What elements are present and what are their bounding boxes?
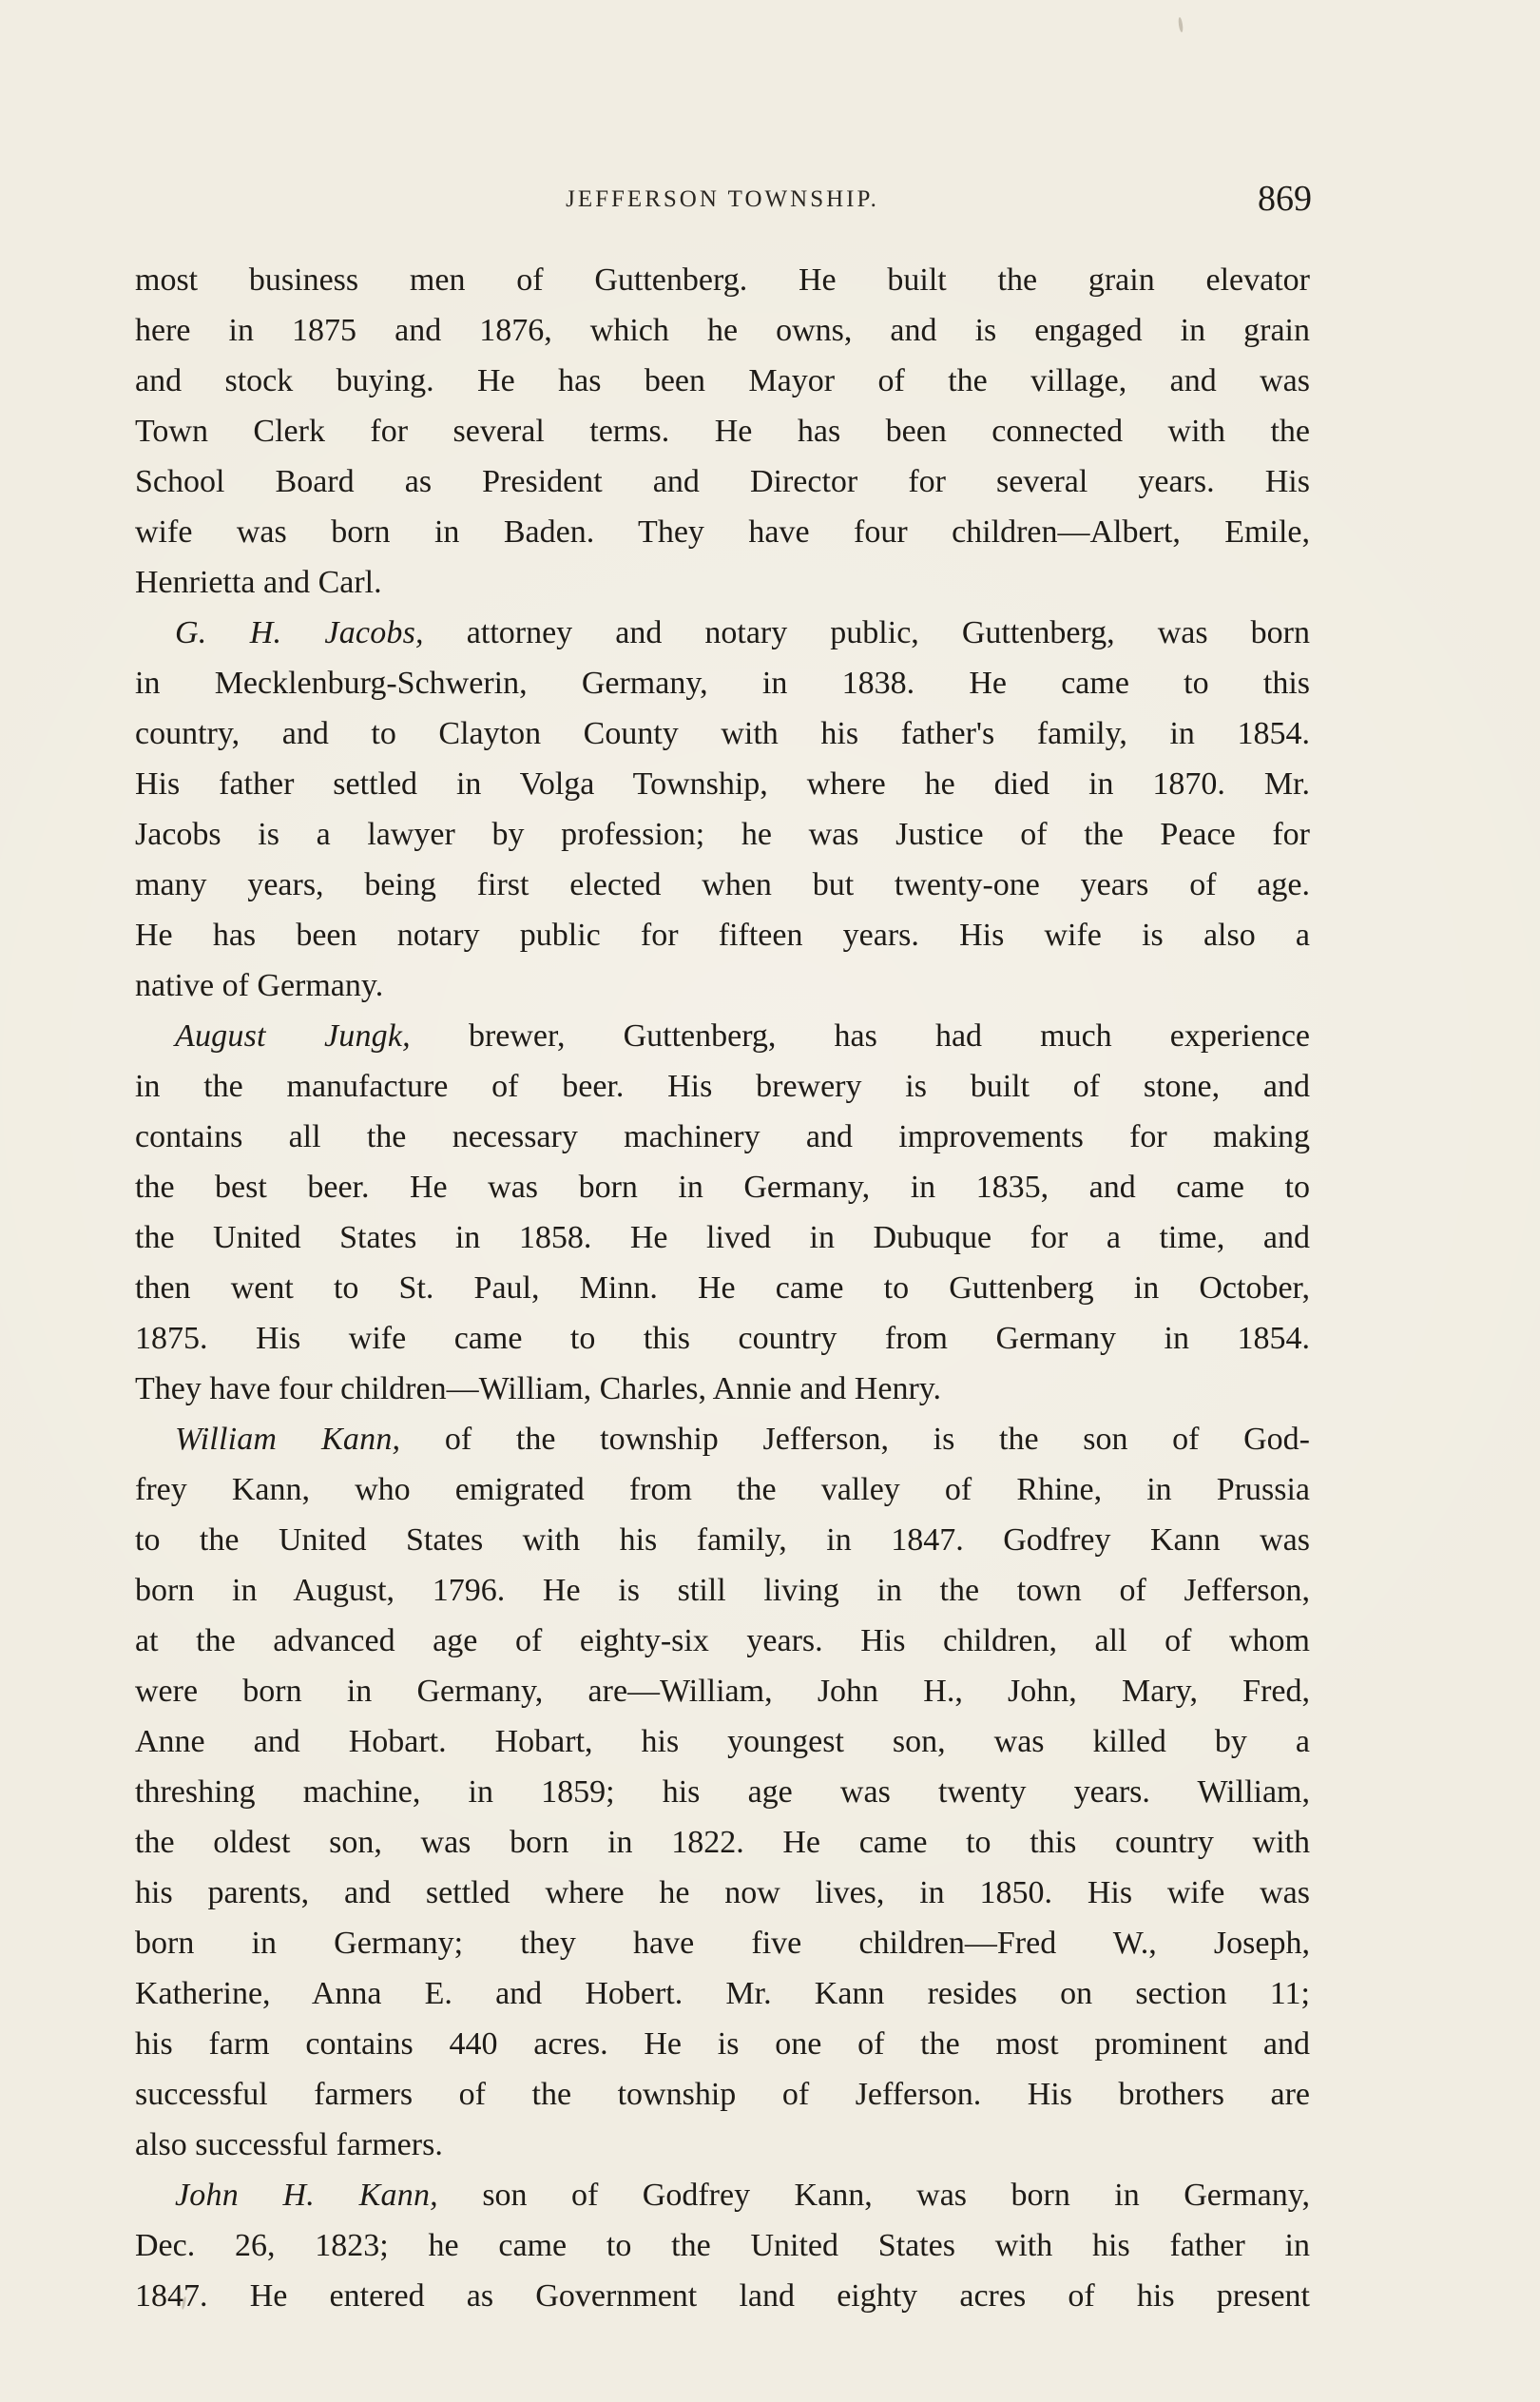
- text-line: wife was born in Baden. They have four children—Albert, Emile,: [135, 514, 1310, 550]
- text-line: also successful farmers.: [135, 2127, 443, 2162]
- paragraph-john-h-kann: [135, 2170, 1310, 2321]
- paper-speck: [1178, 17, 1184, 32]
- text-line: country, and to Clayton County with his father's family, in 1854.: [135, 716, 1310, 751]
- text-line: His father settled in Volga Township, where he died in 1870. Mr.: [135, 766, 1310, 802]
- text-line: and stock buying. He has been Mayor of the village, and was: [135, 363, 1310, 398]
- text-line: born in August, 1796. He is still living in the town of Jefferson,: [135, 1573, 1310, 1608]
- biography-name: August Jungk,: [175, 1018, 411, 1054]
- text-line: at the advanced age of eighty-six years. His children, all of whom: [135, 1623, 1310, 1658]
- text-line: the oldest son, was born in 1822. He came to this country with: [135, 1825, 1310, 1860]
- text-line: frey Kann, who emigrated from the valley of Rhine, in Prussia: [135, 1472, 1310, 1507]
- text-fragment: attorney and notary public, Guttenberg, was born: [423, 615, 1310, 650]
- paragraph-august-jungk: [135, 1011, 1310, 1414]
- text-line: 1847. He entered as Government land eighty acres of his present: [135, 2278, 1310, 2314]
- text-line: his parents, and settled where he now lives, in 1850. His wife was: [135, 1875, 1310, 1910]
- text-line: the best beer. He was born in Germany, in 1835, and came to: [135, 1170, 1310, 1205]
- text-line: many years, being first elected when but twenty-one years of age.: [135, 867, 1310, 902]
- text-line: Anne and Hobart. Hobart, his youngest son, was killed by a: [135, 1724, 1310, 1759]
- biography-name: G. H. Jacobs,: [175, 615, 424, 650]
- text-line: School Board as President and Director for several years. His: [135, 464, 1310, 499]
- text-line: contains all the necessary machinery and improvements for making: [135, 1119, 1310, 1154]
- text-line: then went to St. Paul, Minn. He came to Guttenberg in October,: [135, 1270, 1310, 1306]
- paragraph-guttenberg-businessman: [135, 255, 1310, 608]
- text-line: [135, 1414, 1310, 1464]
- text-line: native of Germany.: [135, 968, 384, 1003]
- text-fragment: brewer, Guttenberg, has had much experience: [410, 1018, 1311, 1054]
- running-head: JEFFERSON TOWNSHIP.: [566, 186, 879, 212]
- text-line: the United States in 1858. He lived in Dubuque for a time, and: [135, 1220, 1310, 1255]
- biography-name: William Kann,: [175, 1422, 401, 1457]
- text-line: Katherine, Anna E. and Hobert. Mr. Kann resides on section 11;: [135, 1976, 1310, 2011]
- body-text: [135, 255, 1310, 2321]
- text-line: in the manufacture of beer. His brewery is built of stone, and: [135, 1069, 1310, 1104]
- text-line: He has been notary public for fifteen years. His wife is also a: [135, 918, 1310, 953]
- text-line: They have four children—William, Charles, Annie and Henry.: [135, 1371, 942, 1406]
- text-line: threshing machine, in 1859; his age was twenty years. William,: [135, 1774, 1310, 1810]
- biography-name: John H. Kann,: [175, 2178, 438, 2213]
- text-line: [135, 1011, 1310, 1061]
- text-line: 1875. His wife came to this country from Germany in 1854.: [135, 1321, 1310, 1356]
- text-line: Dec. 26, 1823; he came to the United States with his father in: [135, 2228, 1310, 2263]
- text-line: Henrietta and Carl.: [135, 565, 382, 600]
- text-fragment: son of Godfrey Kann, was born in Germany,: [437, 2178, 1310, 2213]
- text-line: Town Clerk for several terms. He has been connected with the: [135, 414, 1310, 449]
- text-line: his farm contains 440 acres. He is one of the most prominent and: [135, 2026, 1310, 2062]
- text-line: were born in Germany, are—William, John H., John, Mary, Fred,: [135, 1674, 1310, 1709]
- text-line: successful farmers of the township of Jefferson. His brothers are: [135, 2077, 1310, 2112]
- paragraph-g-h-jacobs: [135, 608, 1310, 1011]
- page-number: 869: [1258, 179, 1312, 219]
- text-fragment: of the township Jefferson, is the son of God-: [400, 1422, 1310, 1457]
- text-line: [135, 2170, 1310, 2220]
- text-line: here in 1875 and 1876, which he owns, and is engaged in grain: [135, 313, 1310, 348]
- text-line: in Mecklenburg-Schwerin, Germany, in 1838. He came to this: [135, 666, 1310, 701]
- text-line: [135, 608, 1310, 658]
- text-line: to the United States with his family, in 1847. Godfrey Kann was: [135, 1522, 1310, 1558]
- text-line: most business men of Guttenberg. He built the grain elevator: [135, 262, 1310, 298]
- page-header: [133, 181, 1312, 230]
- paragraph-william-kann: [135, 1414, 1310, 2170]
- text-line: Jacobs is a lawyer by profession; he was Justice of the Peace for: [135, 817, 1310, 852]
- text-line: born in Germany; they have five children—Fred W., Joseph,: [135, 1926, 1310, 1961]
